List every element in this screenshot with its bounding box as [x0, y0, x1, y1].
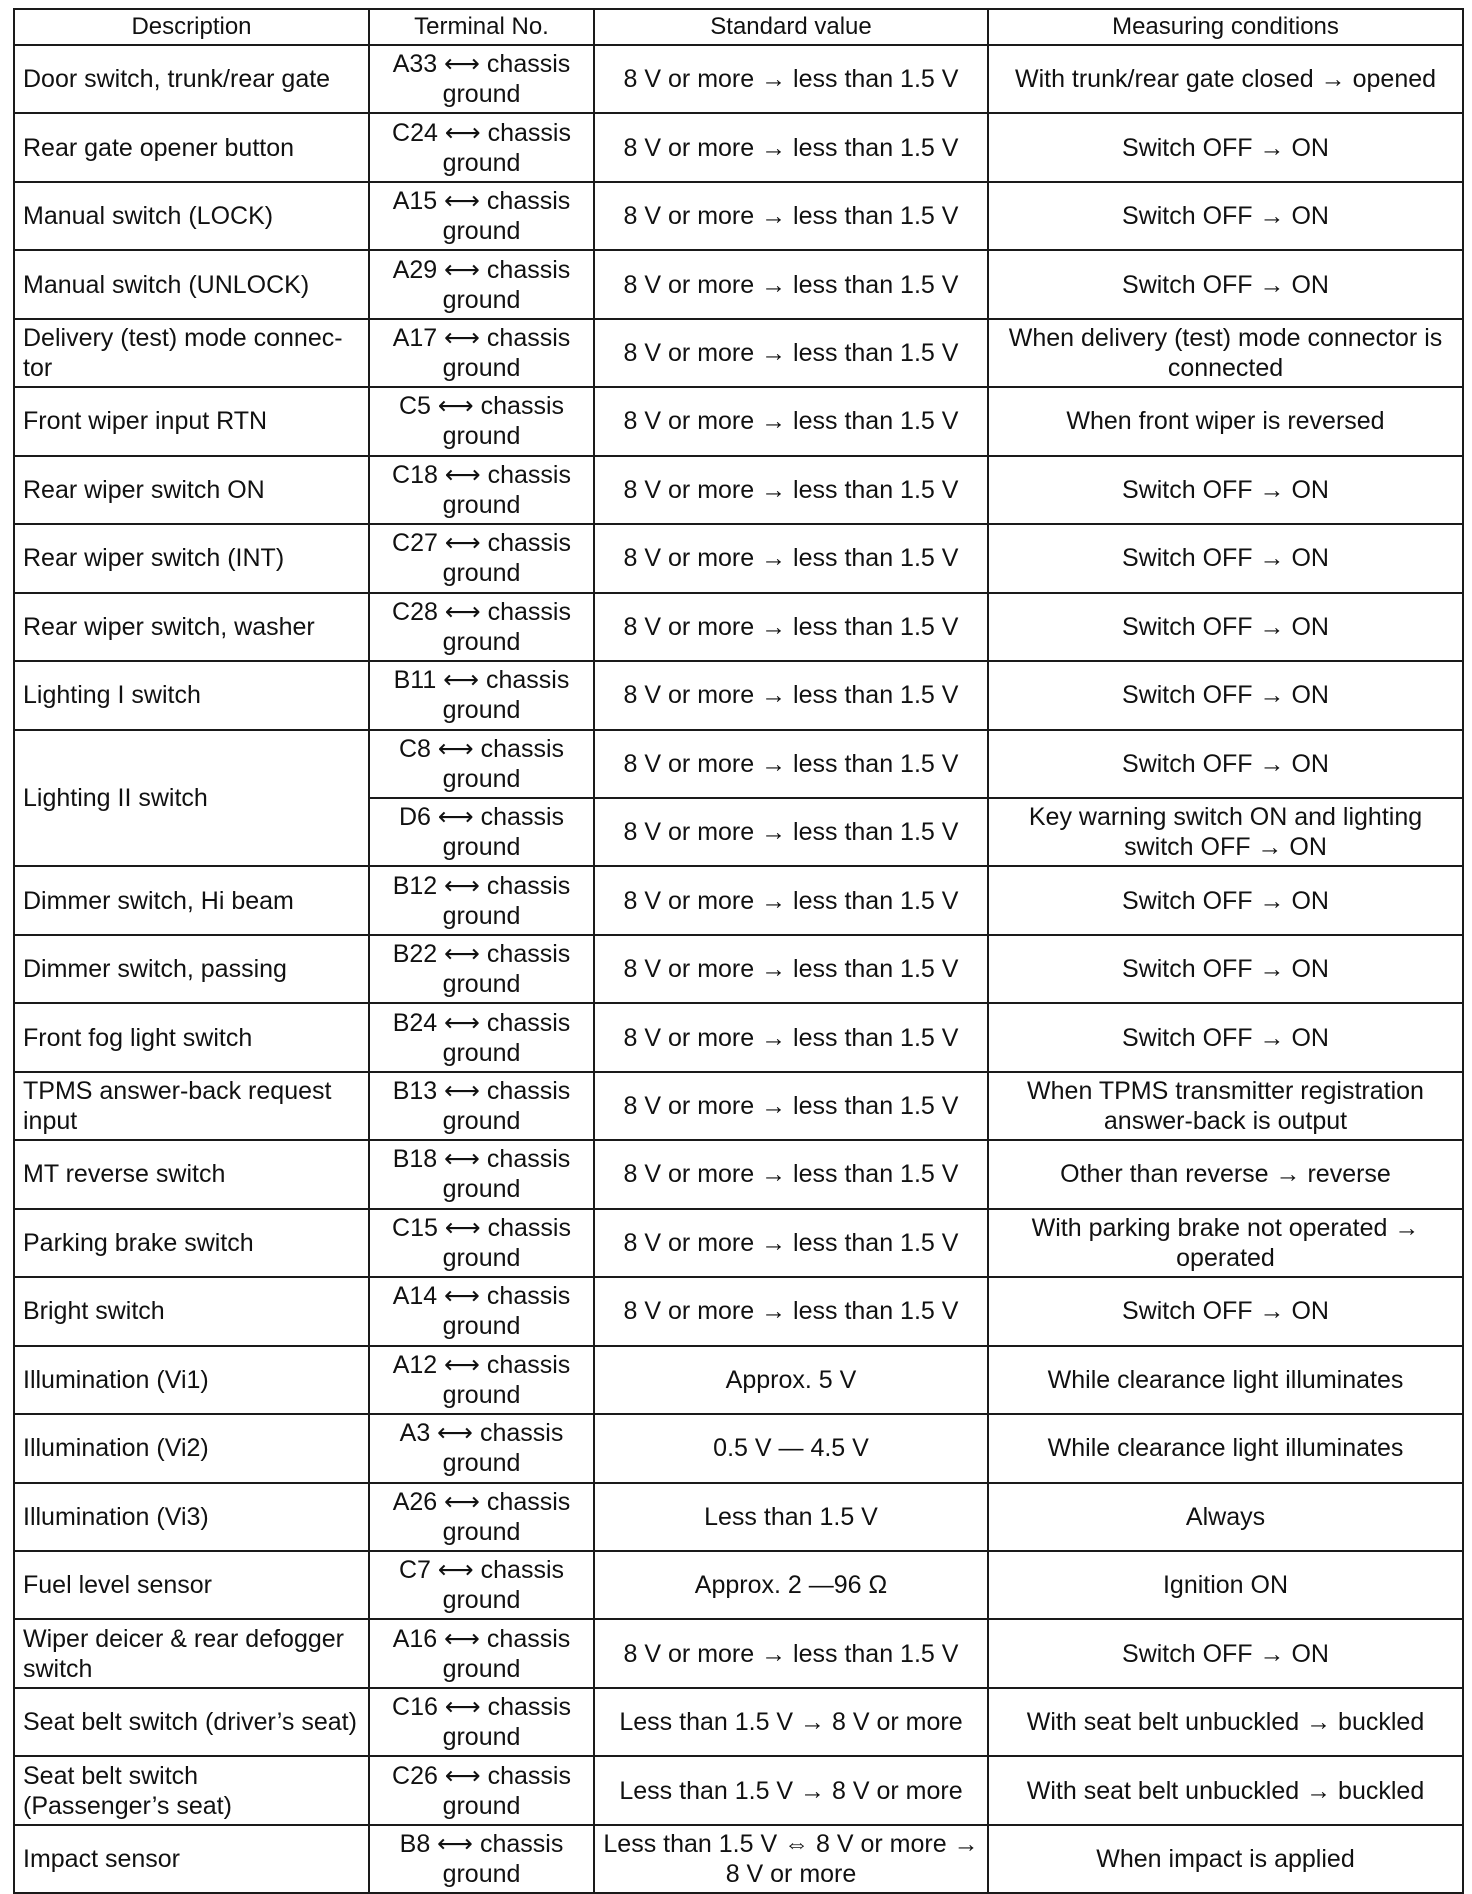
cell-standard-value — [594, 798, 988, 866]
table-row — [14, 866, 1463, 934]
cell-standard-value — [594, 1003, 988, 1071]
cell-description — [14, 113, 369, 181]
cell-measuring-conditions — [988, 1414, 1463, 1482]
cell-measuring-conditions — [988, 1072, 1463, 1140]
cell-description — [14, 182, 369, 250]
table-row — [14, 456, 1463, 524]
cell-standard-value — [594, 935, 988, 1003]
description-line: Front fog light switch — [23, 1023, 253, 1052]
cell-measuring-conditions — [988, 1688, 1463, 1756]
terminal-line: C18 ⟷ chassis — [392, 460, 571, 489]
table-row — [14, 593, 1463, 661]
standard-value-line: 8 V or more → less than 1.5 V — [623, 65, 959, 94]
condition-line: operated — [1176, 1243, 1275, 1272]
cell-terminal-no — [369, 866, 594, 934]
condition-line: Switch OFF → ON — [1122, 612, 1329, 641]
cell-measuring-conditions — [988, 935, 1463, 1003]
terminal-line: A33 ⟷ chassis — [392, 50, 571, 79]
cell-standard-value — [594, 182, 988, 250]
table-row — [14, 1003, 1463, 1071]
terminal-line: ground — [442, 490, 521, 519]
cell-measuring-conditions — [988, 1483, 1463, 1551]
cell-description — [14, 250, 369, 318]
cell-measuring-conditions — [988, 798, 1463, 866]
terminal-line: ground — [442, 1860, 521, 1888]
terminal-line: A26 ⟷ chassis — [392, 1487, 571, 1516]
description-line: Door switch, trunk/rear gate — [23, 65, 331, 94]
table-row — [14, 1688, 1463, 1756]
description-line: tor — [23, 354, 53, 383]
table-row — [14, 113, 1463, 181]
table-row — [14, 935, 1463, 1003]
cell-standard-value — [594, 250, 988, 318]
cell-standard-value — [594, 1414, 988, 1482]
terminal-line: ground — [442, 1175, 521, 1204]
terminal-line: ground — [442, 970, 521, 999]
description-line: Delivery (test) mode connec- — [23, 324, 343, 353]
description-line: Illumination (Vi1) — [23, 1365, 209, 1394]
cell-measuring-conditions — [988, 1551, 1463, 1619]
cell-standard-value — [594, 730, 988, 798]
standard-value-line: 8 V or more → less than 1.5 V — [623, 1639, 959, 1668]
terminal-line: C15 ⟷ chassis — [392, 1213, 571, 1242]
cell-measuring-conditions — [988, 1209, 1463, 1277]
cell-standard-value — [594, 387, 988, 455]
description-line: Parking brake switch — [23, 1228, 254, 1257]
terminal-line: ground — [442, 1038, 521, 1067]
terminal-line: ground — [442, 285, 521, 314]
cell-standard-value — [594, 661, 988, 729]
cell-standard-value — [594, 1140, 988, 1208]
condition-line: connected — [1167, 354, 1284, 383]
cell-description — [14, 387, 369, 455]
cell-measuring-conditions — [988, 1756, 1463, 1824]
description-line: Manual switch (UNLOCK) — [23, 270, 310, 299]
cell-description — [14, 1140, 369, 1208]
terminal-line: ground — [442, 217, 521, 246]
cell-standard-value — [594, 1825, 988, 1893]
terminal-line: ground — [442, 1380, 521, 1409]
table-row — [14, 524, 1463, 592]
table-row — [14, 661, 1463, 729]
table-row — [14, 319, 1463, 387]
standard-value-line: 8 V or more → less than 1.5 V — [623, 1160, 959, 1189]
cell-terminal-no — [369, 1277, 594, 1345]
standard-value-line: 8 V or more → less than 1.5 V — [623, 818, 959, 847]
table-row — [14, 182, 1463, 250]
description-line: Wiper deicer & rear defogger — [23, 1624, 344, 1653]
terminal-line: A17 ⟷ chassis — [392, 324, 571, 353]
description-line: switch — [23, 1654, 93, 1683]
terminal-line: ground — [442, 833, 521, 862]
cell-terminal-no — [369, 1140, 594, 1208]
cell-description — [14, 456, 369, 524]
table-body — [14, 45, 1463, 1893]
condition-line: When front wiper is reversed — [1066, 407, 1385, 436]
cell-measuring-conditions — [988, 1346, 1463, 1414]
cell-standard-value — [594, 1277, 988, 1345]
cell-description — [14, 1688, 369, 1756]
cell-terminal-no — [369, 1209, 594, 1277]
cell-terminal-no — [369, 182, 594, 250]
cell-description — [14, 730, 369, 867]
cell-description — [14, 45, 369, 113]
cell-terminal-no — [369, 1619, 594, 1687]
description-line: Lighting II switch — [23, 783, 208, 812]
table-row — [14, 730, 1463, 798]
terminal-line: ground — [442, 559, 521, 588]
cell-terminal-no — [369, 935, 594, 1003]
standard-value-line: 8 V or more → less than 1.5 V — [623, 544, 959, 573]
description-line: Rear wiper switch ON — [23, 475, 265, 504]
terminal-line: A16 ⟷ chassis — [392, 1624, 571, 1653]
cell-measuring-conditions — [988, 593, 1463, 661]
table-row — [14, 1414, 1463, 1482]
terminal-line: C16 ⟷ chassis — [392, 1693, 571, 1722]
standard-value-line: 8 V or more → less than 1.5 V — [623, 955, 959, 984]
terminal-line: ground — [442, 1654, 521, 1683]
condition-line: Other than reverse → reverse — [1060, 1160, 1391, 1189]
terminal-line: C24 ⟷ chassis — [392, 118, 571, 147]
standard-value-line: Less than 1.5 V ⇔ 8 V or more → — [603, 1830, 979, 1858]
terminal-line: C26 ⟷ chassis — [392, 1761, 571, 1790]
cell-description — [14, 524, 369, 592]
table-row — [14, 250, 1463, 318]
terminal-line: ground — [442, 627, 521, 656]
cell-measuring-conditions — [988, 1140, 1463, 1208]
voltage-spec-table — [13, 8, 1464, 1894]
cell-standard-value — [594, 866, 988, 934]
cell-description — [14, 935, 369, 1003]
table-header — [14, 9, 1463, 45]
table-row — [14, 1346, 1463, 1414]
standard-value-line: 8 V or more → less than 1.5 V — [623, 681, 959, 710]
standard-value-line: 8 V or more → less than 1.5 V — [623, 749, 959, 778]
condition-line: With seat belt unbuckled → buckled — [1026, 1776, 1425, 1805]
terminal-line: ground — [442, 422, 521, 451]
table-row — [14, 1825, 1463, 1893]
description-line: Dimmer switch, passing — [23, 955, 287, 984]
cell-terminal-no — [369, 1003, 594, 1071]
cell-measuring-conditions — [988, 387, 1463, 455]
table-row — [14, 1277, 1463, 1345]
cell-terminal-no — [369, 1483, 594, 1551]
condition-line: Switch OFF → ON — [1122, 202, 1329, 231]
cell-description — [14, 1072, 369, 1140]
condition-line: Switch OFF → ON — [1122, 475, 1329, 504]
condition-line: With parking brake not operated → — [1031, 1213, 1420, 1242]
cell-description — [14, 1277, 369, 1345]
cell-measuring-conditions — [988, 45, 1463, 113]
terminal-line: B12 ⟷ chassis — [392, 871, 571, 900]
terminal-line: A29 ⟷ chassis — [392, 255, 571, 284]
cell-standard-value — [594, 1619, 988, 1687]
description-line: input — [23, 1107, 78, 1136]
cell-standard-value — [594, 45, 988, 113]
cell-terminal-no — [369, 1756, 594, 1824]
terminal-line: ground — [442, 764, 521, 793]
condition-line: Switch OFF → ON — [1122, 270, 1329, 299]
description-line: Seat belt switch — [23, 1761, 199, 1790]
description-line: Front wiper input RTN — [23, 407, 268, 436]
cell-measuring-conditions — [988, 250, 1463, 318]
cell-terminal-no — [369, 798, 594, 866]
cell-standard-value — [594, 1346, 988, 1414]
condition-line: Switch OFF → ON — [1122, 955, 1329, 984]
terminal-line: D6 ⟷ chassis — [398, 803, 565, 832]
table-row — [14, 1551, 1463, 1619]
cell-terminal-no — [369, 1825, 594, 1893]
terminal-line: ground — [442, 1586, 521, 1615]
terminal-line: B13 ⟷ chassis — [392, 1077, 571, 1106]
terminal-line: C28 ⟷ chassis — [392, 597, 571, 626]
terminal-line: C27 ⟷ chassis — [392, 529, 571, 558]
condition-line: Ignition ON — [1162, 1571, 1289, 1600]
description-line: TPMS answer-back request — [23, 1077, 332, 1106]
cell-description — [14, 1551, 369, 1619]
terminal-line: ground — [442, 80, 521, 109]
description-line: Impact sensor — [23, 1845, 181, 1873]
standard-value-line: 8 V or more → less than 1.5 V — [623, 339, 959, 368]
terminal-line: ground — [442, 696, 521, 725]
description-line: Manual switch (LOCK) — [23, 202, 274, 231]
cell-description — [14, 319, 369, 387]
cell-standard-value — [594, 1483, 988, 1551]
condition-line: Always — [1185, 1502, 1266, 1531]
cell-terminal-no — [369, 319, 594, 387]
description-line: Dimmer switch, Hi beam — [23, 886, 294, 915]
terminal-line: A3 ⟷ chassis — [399, 1419, 564, 1448]
description-line: Fuel level sensor — [23, 1571, 212, 1600]
cell-standard-value — [594, 1551, 988, 1619]
standard-value-line: 8 V or more → less than 1.5 V — [623, 1228, 959, 1257]
cell-measuring-conditions — [988, 113, 1463, 181]
standard-value-line: 8 V or more → less than 1.5 V — [623, 1023, 959, 1052]
cell-description — [14, 1414, 369, 1482]
cell-measuring-conditions — [988, 182, 1463, 250]
condition-line: Switch OFF → ON — [1122, 1297, 1329, 1326]
terminal-line: B8 ⟷ chassis — [399, 1830, 564, 1858]
cell-description — [14, 1619, 369, 1687]
header-standard-value: Standard value — [594, 9, 988, 45]
cell-terminal-no — [369, 524, 594, 592]
cell-description — [14, 1003, 369, 1071]
cell-terminal-no — [369, 1688, 594, 1756]
description-line: Seat belt switch (driver’s seat) — [23, 1708, 357, 1737]
condition-line: When impact is applied — [1096, 1845, 1355, 1873]
terminal-line: ground — [442, 901, 521, 930]
cell-measuring-conditions — [988, 1277, 1463, 1345]
standard-value-line: 8 V or more → less than 1.5 V — [623, 1092, 959, 1121]
condition-line: Switch OFF → ON — [1122, 1023, 1329, 1052]
table-row — [14, 1209, 1463, 1277]
terminal-line: B24 ⟷ chassis — [392, 1008, 571, 1037]
header-measuring-conditions: Measuring conditions — [988, 9, 1463, 45]
header-row — [14, 9, 1463, 45]
condition-line: Switch OFF → ON — [1122, 681, 1329, 710]
standard-value-line: 8 V or more → less than 1.5 V — [623, 886, 959, 915]
description-line: Illumination (Vi2) — [23, 1434, 209, 1463]
terminal-line: ground — [442, 1312, 521, 1341]
cell-terminal-no — [369, 661, 594, 729]
terminal-line: ground — [442, 1449, 521, 1478]
cell-terminal-no — [369, 593, 594, 661]
cell-terminal-no — [369, 730, 594, 798]
description-line: MT reverse switch — [23, 1160, 226, 1189]
standard-value-line: 8 V or more → less than 1.5 V — [623, 1297, 959, 1326]
terminal-line: C7 ⟷ chassis — [398, 1556, 565, 1585]
terminal-line: ground — [442, 1517, 521, 1546]
standard-value-line: Less than 1.5 V → 8 V or more — [619, 1776, 963, 1805]
standard-value-line: 8 V or more → less than 1.5 V — [623, 133, 959, 162]
cell-description — [14, 593, 369, 661]
standard-value-line: Less than 1.5 V → 8 V or more — [619, 1708, 963, 1737]
condition-line: While clearance light illuminates — [1047, 1434, 1404, 1463]
description-line: Lighting I switch — [23, 681, 201, 710]
header-terminal-no: Terminal No. — [369, 9, 594, 45]
standard-value-line: 8 V or more → less than 1.5 V — [623, 475, 959, 504]
condition-line: Switch OFF → ON — [1122, 886, 1329, 915]
condition-line: With trunk/rear gate closed → opened — [1014, 65, 1437, 94]
cell-description — [14, 1825, 369, 1893]
condition-line: While clearance light illuminates — [1047, 1365, 1404, 1394]
terminal-line: B18 ⟷ chassis — [392, 1145, 571, 1174]
description-line: Rear wiper switch, washer — [23, 612, 315, 641]
table-row — [14, 1483, 1463, 1551]
cell-terminal-no — [369, 45, 594, 113]
cell-standard-value — [594, 524, 988, 592]
description-line: Rear wiper switch (INT) — [23, 544, 285, 573]
terminal-line: B11 ⟷ chassis — [393, 666, 570, 695]
cell-measuring-conditions — [988, 524, 1463, 592]
terminal-line: ground — [442, 1723, 521, 1752]
cell-measuring-conditions — [988, 1619, 1463, 1687]
terminal-line: ground — [442, 1107, 521, 1136]
table-row — [14, 1756, 1463, 1824]
cell-terminal-no — [369, 1072, 594, 1140]
cell-terminal-no — [369, 456, 594, 524]
condition-line: With seat belt unbuckled → buckled — [1026, 1708, 1425, 1737]
standard-value-line: 8 V or more → less than 1.5 V — [623, 202, 959, 231]
terminal-line: ground — [442, 1243, 521, 1272]
standard-value-line: 8 V or more → less than 1.5 V — [623, 407, 959, 436]
cell-standard-value — [594, 593, 988, 661]
condition-line: answer-back is output — [1103, 1107, 1348, 1136]
standard-value-line: Approx. 5 V — [725, 1365, 857, 1394]
standard-value-line: Approx. 2 —96 Ω — [694, 1571, 888, 1600]
description-line: (Passenger’s seat) — [23, 1791, 232, 1820]
cell-description — [14, 1346, 369, 1414]
header-description: Description — [14, 9, 369, 45]
condition-line: Switch OFF → ON — [1122, 133, 1329, 162]
condition-line: When delivery (test) mode connector is — [1008, 324, 1443, 353]
condition-line: Switch OFF → ON — [1122, 544, 1329, 573]
cell-terminal-no — [369, 1346, 594, 1414]
terminal-line: ground — [442, 148, 521, 177]
terminal-line: A14 ⟷ chassis — [392, 1282, 571, 1311]
cell-terminal-no — [369, 1551, 594, 1619]
condition-line: Switch OFF → ON — [1122, 749, 1329, 778]
terminal-line: A15 ⟷ chassis — [392, 187, 571, 216]
cell-measuring-conditions — [988, 319, 1463, 387]
terminal-line: A12 ⟷ chassis — [392, 1350, 571, 1379]
standard-value-line: 8 V or more → less than 1.5 V — [623, 612, 959, 641]
terminal-line: C8 ⟷ chassis — [398, 734, 565, 763]
cell-standard-value — [594, 113, 988, 181]
terminal-line: ground — [442, 354, 521, 383]
description-line: Illumination (Vi3) — [23, 1502, 209, 1531]
cell-terminal-no — [369, 250, 594, 318]
cell-measuring-conditions — [988, 730, 1463, 798]
cell-terminal-no — [369, 113, 594, 181]
cell-description — [14, 1209, 369, 1277]
cell-standard-value — [594, 1688, 988, 1756]
cell-measuring-conditions — [988, 1003, 1463, 1071]
cell-standard-value — [594, 456, 988, 524]
standard-value-line: 0.5 V — 4.5 V — [713, 1434, 869, 1463]
description-line: Bright switch — [23, 1297, 165, 1326]
cell-measuring-conditions — [988, 866, 1463, 934]
cell-measuring-conditions — [988, 1825, 1463, 1893]
condition-line: Switch OFF → ON — [1122, 1639, 1329, 1668]
cell-standard-value — [594, 319, 988, 387]
cell-standard-value — [594, 1209, 988, 1277]
cell-standard-value — [594, 1756, 988, 1824]
description-line: Rear gate opener button — [23, 133, 295, 162]
table-row — [14, 45, 1463, 113]
cell-terminal-no — [369, 387, 594, 455]
table-row — [14, 387, 1463, 455]
standard-value-line: Less than 1.5 V — [704, 1502, 878, 1531]
table-row — [14, 1619, 1463, 1687]
table-row — [14, 1072, 1463, 1140]
terminal-line: ground — [442, 1791, 521, 1820]
cell-measuring-conditions — [988, 456, 1463, 524]
condition-line: When TPMS transmitter registration — [1027, 1077, 1424, 1106]
condition-line: switch OFF → ON — [1124, 833, 1327, 862]
terminal-line: B22 ⟷ chassis — [392, 940, 571, 969]
cell-description — [14, 866, 369, 934]
cell-terminal-no — [369, 1414, 594, 1482]
cell-description — [14, 1483, 369, 1551]
standard-value-line: 8 V or more → less than 1.5 V — [623, 270, 959, 299]
cell-measuring-conditions — [988, 661, 1463, 729]
cell-standard-value — [594, 1072, 988, 1140]
table-row — [14, 1140, 1463, 1208]
standard-value-line: 8 V or more — [725, 1860, 857, 1888]
terminal-line: C5 ⟷ chassis — [398, 392, 565, 421]
condition-line: Key warning switch ON and lighting — [1028, 803, 1423, 832]
cell-description — [14, 1756, 369, 1824]
cell-description — [14, 661, 369, 729]
